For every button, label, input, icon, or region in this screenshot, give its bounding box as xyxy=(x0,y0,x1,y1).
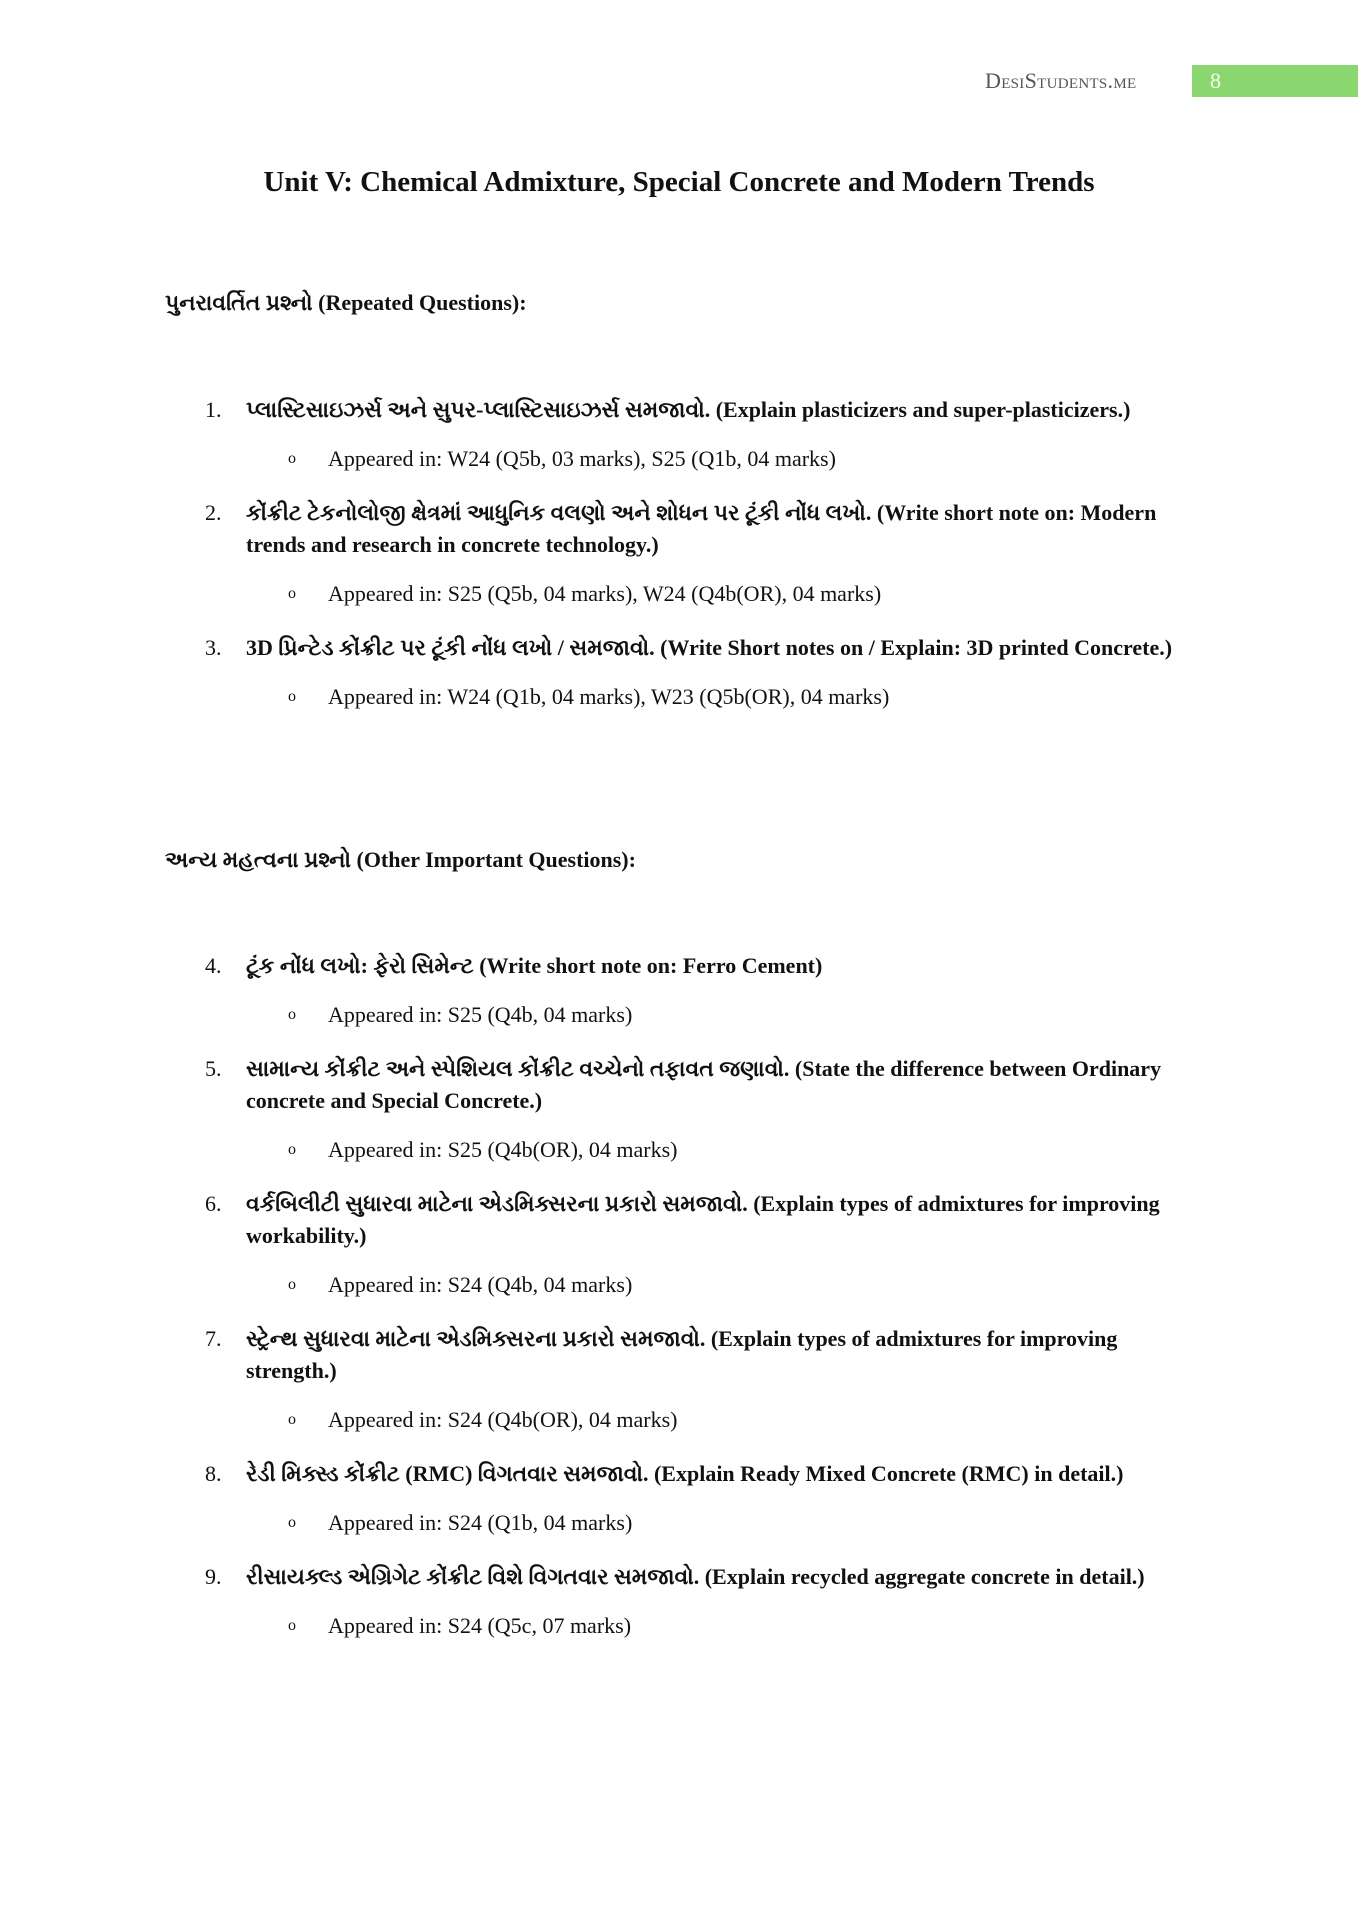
question-number: 6. xyxy=(205,1191,222,1216)
question-number: 2. xyxy=(205,500,222,525)
question-item xyxy=(205,950,1195,982)
appeared-text: Appeared in: W24 (Q1b, 04 marks), W23 (Q5b(OR), 04 marks) xyxy=(328,684,890,709)
bullet-icon: o xyxy=(288,1276,296,1293)
question-text: વર્કબિલીટી સુધારવા માટેના એડમિક્સરના પ્રકારો સમજાવો. (Explain types of admixtures for improving workability.) xyxy=(246,1191,1160,1248)
question-item xyxy=(205,1458,1195,1490)
appeared-text: Appeared in: S25 (Q5b, 04 marks), W24 (Q4b(OR), 04 marks) xyxy=(328,581,882,606)
question-text: પ્લાસ્ટિસાઇઝર્સ અને સુપર-પ્લાસ્ટિસાઇઝર્સ સમજાવો. (Explain plasticizers and super-plasticizers.) xyxy=(246,397,1131,422)
appeared-in xyxy=(205,681,1195,713)
question-item xyxy=(205,394,1195,426)
appeared-text: Appeared in: S25 (Q4b, 04 marks) xyxy=(328,1002,633,1027)
appeared-text: Appeared in: S24 (Q4b, 04 marks) xyxy=(328,1272,633,1297)
question-number: 9. xyxy=(205,1564,222,1589)
question-item xyxy=(205,1323,1195,1387)
question-number: 3. xyxy=(205,635,222,660)
question-list-other xyxy=(205,950,1195,1642)
section-heading-other: અન્ય મહત્વના પ્રશ્નો (Other Important Questions): xyxy=(165,847,636,872)
bullet-icon: o xyxy=(288,1141,296,1158)
question-number: 5. xyxy=(205,1056,222,1081)
appeared-text: Appeared in: W24 (Q5b, 03 marks), S25 (Q1b, 04 marks) xyxy=(328,446,836,471)
question-list-repeated xyxy=(205,394,1195,713)
question-text: 3D પ્રિન્ટેડ કોંક્રીટ પર ટૂંકી નોંધ લખો / સમજાવો. (Write Short notes on / Explain: 3D printed Concrete.) xyxy=(246,635,1173,660)
bullet-icon: o xyxy=(288,450,296,467)
question-item xyxy=(205,1561,1195,1593)
appeared-in xyxy=(205,443,1195,475)
bullet-icon: o xyxy=(288,1006,296,1023)
appeared-text: Appeared in: S25 (Q4b(OR), 04 marks) xyxy=(328,1137,678,1162)
appeared-text: Appeared in: S24 (Q4b(OR), 04 marks) xyxy=(328,1407,678,1432)
bullet-icon: o xyxy=(288,688,296,705)
question-number: 7. xyxy=(205,1326,222,1351)
question-item xyxy=(205,632,1195,664)
appeared-text: Appeared in: S24 (Q5c, 07 marks) xyxy=(328,1613,632,1638)
question-item xyxy=(205,497,1195,561)
page-number: 8 xyxy=(1192,65,1358,97)
appeared-in xyxy=(205,1507,1195,1539)
bullet-icon: o xyxy=(288,1514,296,1531)
question-text: ટૂંક નોંધ લખો: ફેરો સિમેન્ટ (Write short note on: Ferro Cement) xyxy=(246,953,823,978)
appeared-in xyxy=(205,999,1195,1031)
section-heading-repeated: પુનરાવર્તિત પ્રશ્નો (Repeated Questions): xyxy=(165,290,527,315)
appeared-in xyxy=(205,578,1195,610)
bullet-icon: o xyxy=(288,1617,296,1634)
question-item xyxy=(205,1053,1195,1117)
bullet-icon: o xyxy=(288,1411,296,1428)
appeared-in xyxy=(205,1269,1195,1301)
bullet-icon: o xyxy=(288,585,296,602)
question-text: રીસાયક્લ્ડ એગ્રિગેટ કોંક્રીટ વિશે વિગતવાર સમજાવો. (Explain recycled aggregate concrete in detail.) xyxy=(246,1564,1145,1589)
appeared-in xyxy=(205,1134,1195,1166)
appeared-text: Appeared in: S24 (Q1b, 04 marks) xyxy=(328,1510,633,1535)
question-text: રેડી મિક્સ્ડ કોંક્રીટ (RMC) વિગતવાર સમજાવો. (Explain Ready Mixed Concrete (RMC) in detail.) xyxy=(246,1461,1124,1486)
question-text: કોંક્રીટ ટેકનોલોજી ક્ષેત્રમાં આધુનિક વલણો અને શોધન પર ટૂંકી નોંધ લખો. (Write short note on: Modern trends and research in concrete technology.) xyxy=(246,500,1157,557)
question-number: 4. xyxy=(205,953,222,978)
question-number: 1. xyxy=(205,397,222,422)
unit-title: Unit V: Chemical Admixture, Special Concrete and Modern Trends xyxy=(263,166,1095,198)
question-item xyxy=(205,1188,1195,1252)
question-text: સ્ટ્રેન્થ સુધારવા માટેના એડમિક્સરના પ્રકારો સમજાવો. (Explain types of admixtures for improving strength.) xyxy=(246,1326,1118,1383)
site-name: DesiStudents.me xyxy=(985,68,1137,93)
question-number: 8. xyxy=(205,1461,222,1486)
appeared-in xyxy=(205,1610,1195,1642)
appeared-in xyxy=(205,1404,1195,1436)
question-text: સામાન્ય કોંક્રીટ અને સ્પેશિયલ કોંક્રીટ વચ્ચેનો તફાવત જણાવો. (State the difference between Ordinary concrete and Special Concrete.) xyxy=(246,1056,1162,1113)
